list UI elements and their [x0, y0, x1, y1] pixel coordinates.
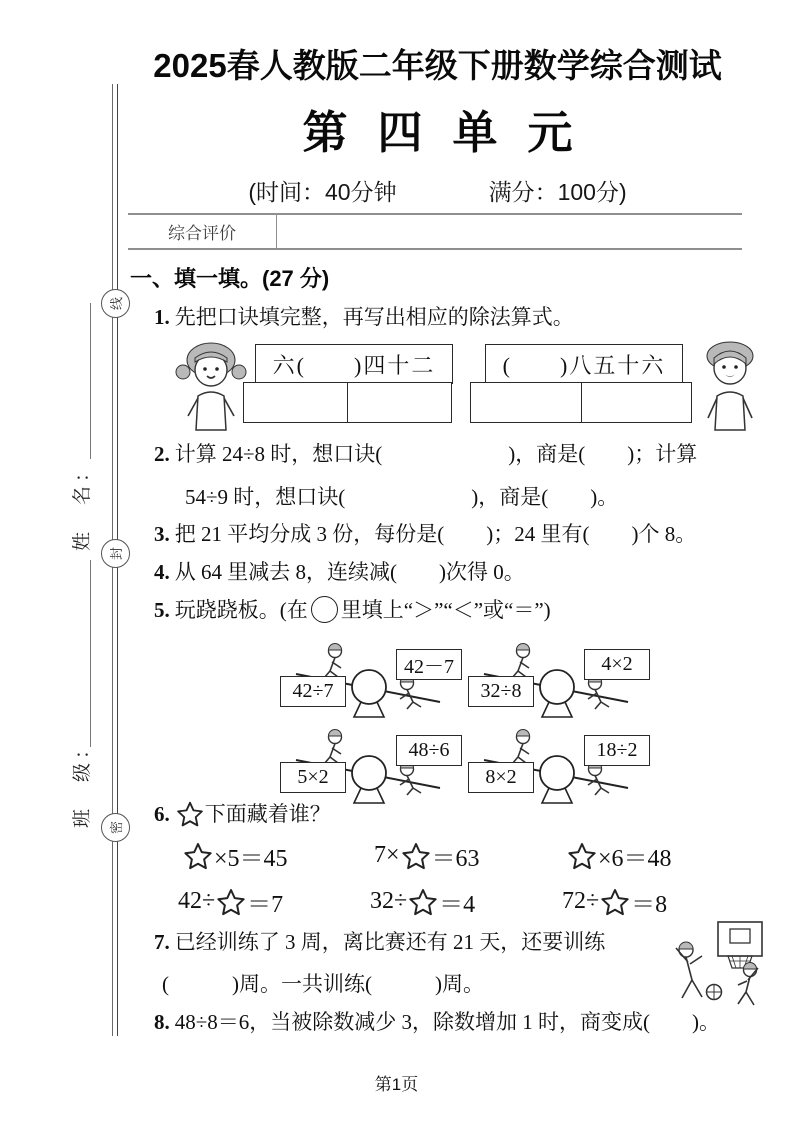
seesaw-right-expression: 18÷2 [584, 735, 650, 766]
seesaw-left-expression: 5×2 [280, 762, 346, 793]
question-8-text: 48÷8＝6，当被除数减少 3，除数增加 1 时，商变成( )。 [174, 1010, 721, 1034]
question-7-line2 [162, 968, 484, 998]
equation-pre: 32÷ [370, 888, 408, 914]
seesaw-answer-circle [540, 756, 574, 790]
question-6-number: 6. [154, 802, 170, 826]
question-7-line1 [154, 926, 605, 956]
answer-strip-right [470, 382, 692, 423]
question-5-text-a: 玩跷跷板。(在 [174, 598, 308, 622]
evaluation-table [128, 213, 742, 250]
equation-row-1 [182, 838, 758, 873]
seesaw-4 [468, 722, 646, 806]
equation [182, 838, 374, 873]
question-2-line2 [185, 481, 618, 511]
division-answer-cell [348, 383, 451, 422]
seesaw-right-expression: 42－7 [396, 649, 462, 680]
equation-row-2 [178, 884, 754, 919]
question-5-text-b: 里填上“＞”“＜”或“＝”) [340, 598, 551, 622]
question-2-text2: 54÷9 时，想口诀( )，商是( )。 [185, 485, 619, 509]
question-4 [154, 556, 525, 586]
question-8-number: 8. [154, 1010, 170, 1034]
question-3 [154, 518, 696, 548]
exam-info: (时间：40分钟 满分：100分) [248, 179, 627, 205]
equation-post: ×5＝45 [214, 846, 288, 872]
seesaw-answer-circle [352, 670, 386, 704]
mnemonic-box-left: 六( )四十二 [255, 344, 453, 384]
star-icon [182, 840, 214, 872]
question-6 [154, 798, 331, 829]
equation-post: ＝63 [431, 846, 480, 872]
star-icon [566, 840, 598, 872]
class-label: 班 级： [72, 736, 93, 829]
equation [374, 838, 566, 873]
class-blank-line [90, 560, 91, 747]
equation-post: ＝4 [439, 892, 476, 918]
page-number: 第1页 [374, 1075, 419, 1094]
seal-char: 线 [108, 296, 124, 311]
division-answer-cell [244, 383, 348, 422]
evaluation-score-cell [277, 215, 742, 248]
seesaw-row-2 [280, 722, 646, 806]
seal-char: 封 [108, 546, 124, 561]
compare-circle-icon [311, 596, 338, 623]
girl-illustration [174, 338, 248, 432]
question-1-figure [130, 336, 745, 432]
seesaw-row-1 [280, 636, 646, 720]
answer-strip-left [243, 382, 452, 423]
seal-circle-mi [101, 813, 130, 842]
question-1 [154, 301, 574, 331]
question-4-text: 从 64 里减去 8，连续减( )次得 0。 [174, 560, 525, 584]
equation [370, 884, 562, 919]
series-title: 2025春人教版二年级下册数学综合测试 [153, 47, 722, 84]
question-1-number: 1. [154, 305, 170, 329]
equation-pre: 72÷ [562, 888, 600, 914]
equation-post: ＝8 [631, 892, 668, 918]
question-7-number: 7. [154, 930, 170, 954]
main-content [130, 0, 745, 1122]
seesaw-answer-circle [540, 670, 574, 704]
division-answer-cell [582, 383, 692, 422]
star-icon [599, 886, 631, 918]
seal-circle-feng [101, 539, 130, 568]
equation-pre: 7× [374, 842, 400, 868]
question-1-text: 先把口诀填完整，再写出相应的除法算式。 [174, 305, 574, 329]
name-label: 姓 名： [72, 459, 93, 552]
question-4-number: 4. [154, 560, 170, 584]
section1-heading: 一、填一填。(27 分) [130, 266, 330, 291]
seal-circle-xian [101, 289, 130, 318]
star-icon [400, 840, 432, 872]
equation-post: ＝7 [247, 892, 284, 918]
seesaw-2 [468, 636, 646, 720]
question-7-text1: 已经训练了 3 周，离比赛还有 21 天，还要训练 [174, 930, 606, 954]
equation-post: ×6＝48 [598, 846, 672, 872]
question-5-number: 5. [154, 598, 170, 622]
boy-illustration [693, 338, 767, 432]
basketball-illustration [652, 918, 786, 1020]
equation-pre: 42÷ [178, 888, 216, 914]
name-blank-line [90, 303, 91, 459]
seesaw-right-expression: 48÷6 [396, 735, 462, 766]
star-icon [175, 799, 205, 829]
seesaw-3 [280, 722, 458, 806]
seesaw-left-expression: 8×2 [468, 762, 534, 793]
seal-char: 密 [108, 820, 124, 835]
mnemonic-box-right: ( )八五十六 [485, 344, 683, 384]
seesaw-answer-circle [352, 756, 386, 790]
seesaw-left-expression: 42÷7 [280, 676, 346, 707]
question-2-number: 2. [154, 442, 170, 466]
division-answer-cell [471, 383, 582, 422]
unit-title: 第四单元 [302, 107, 603, 158]
seesaw-right-expression: 4×2 [584, 649, 650, 680]
question-6-text: 下面藏着谁？ [204, 802, 331, 826]
equation [566, 838, 758, 873]
question-3-number: 3. [154, 522, 170, 546]
star-icon [215, 886, 247, 918]
star-icon [407, 886, 439, 918]
question-3-text: 把 21 平均分成 3 份，每份是( )；24 里有( )个 8。 [174, 522, 697, 546]
seesaw-1 [280, 636, 458, 720]
question-5 [154, 594, 551, 624]
equation [562, 884, 754, 919]
question-2-text1: 计算 24÷8 时，想口诀( )，商是( )；计算 [174, 442, 698, 466]
question-2-line1 [154, 438, 697, 468]
equation [178, 884, 370, 919]
evaluation-label: 综合评价 [128, 215, 277, 248]
question-7-text2: ( )周。一共训练( )周。 [162, 972, 484, 996]
question-8 [154, 1006, 720, 1036]
seesaw-left-expression: 32÷8 [468, 676, 534, 707]
